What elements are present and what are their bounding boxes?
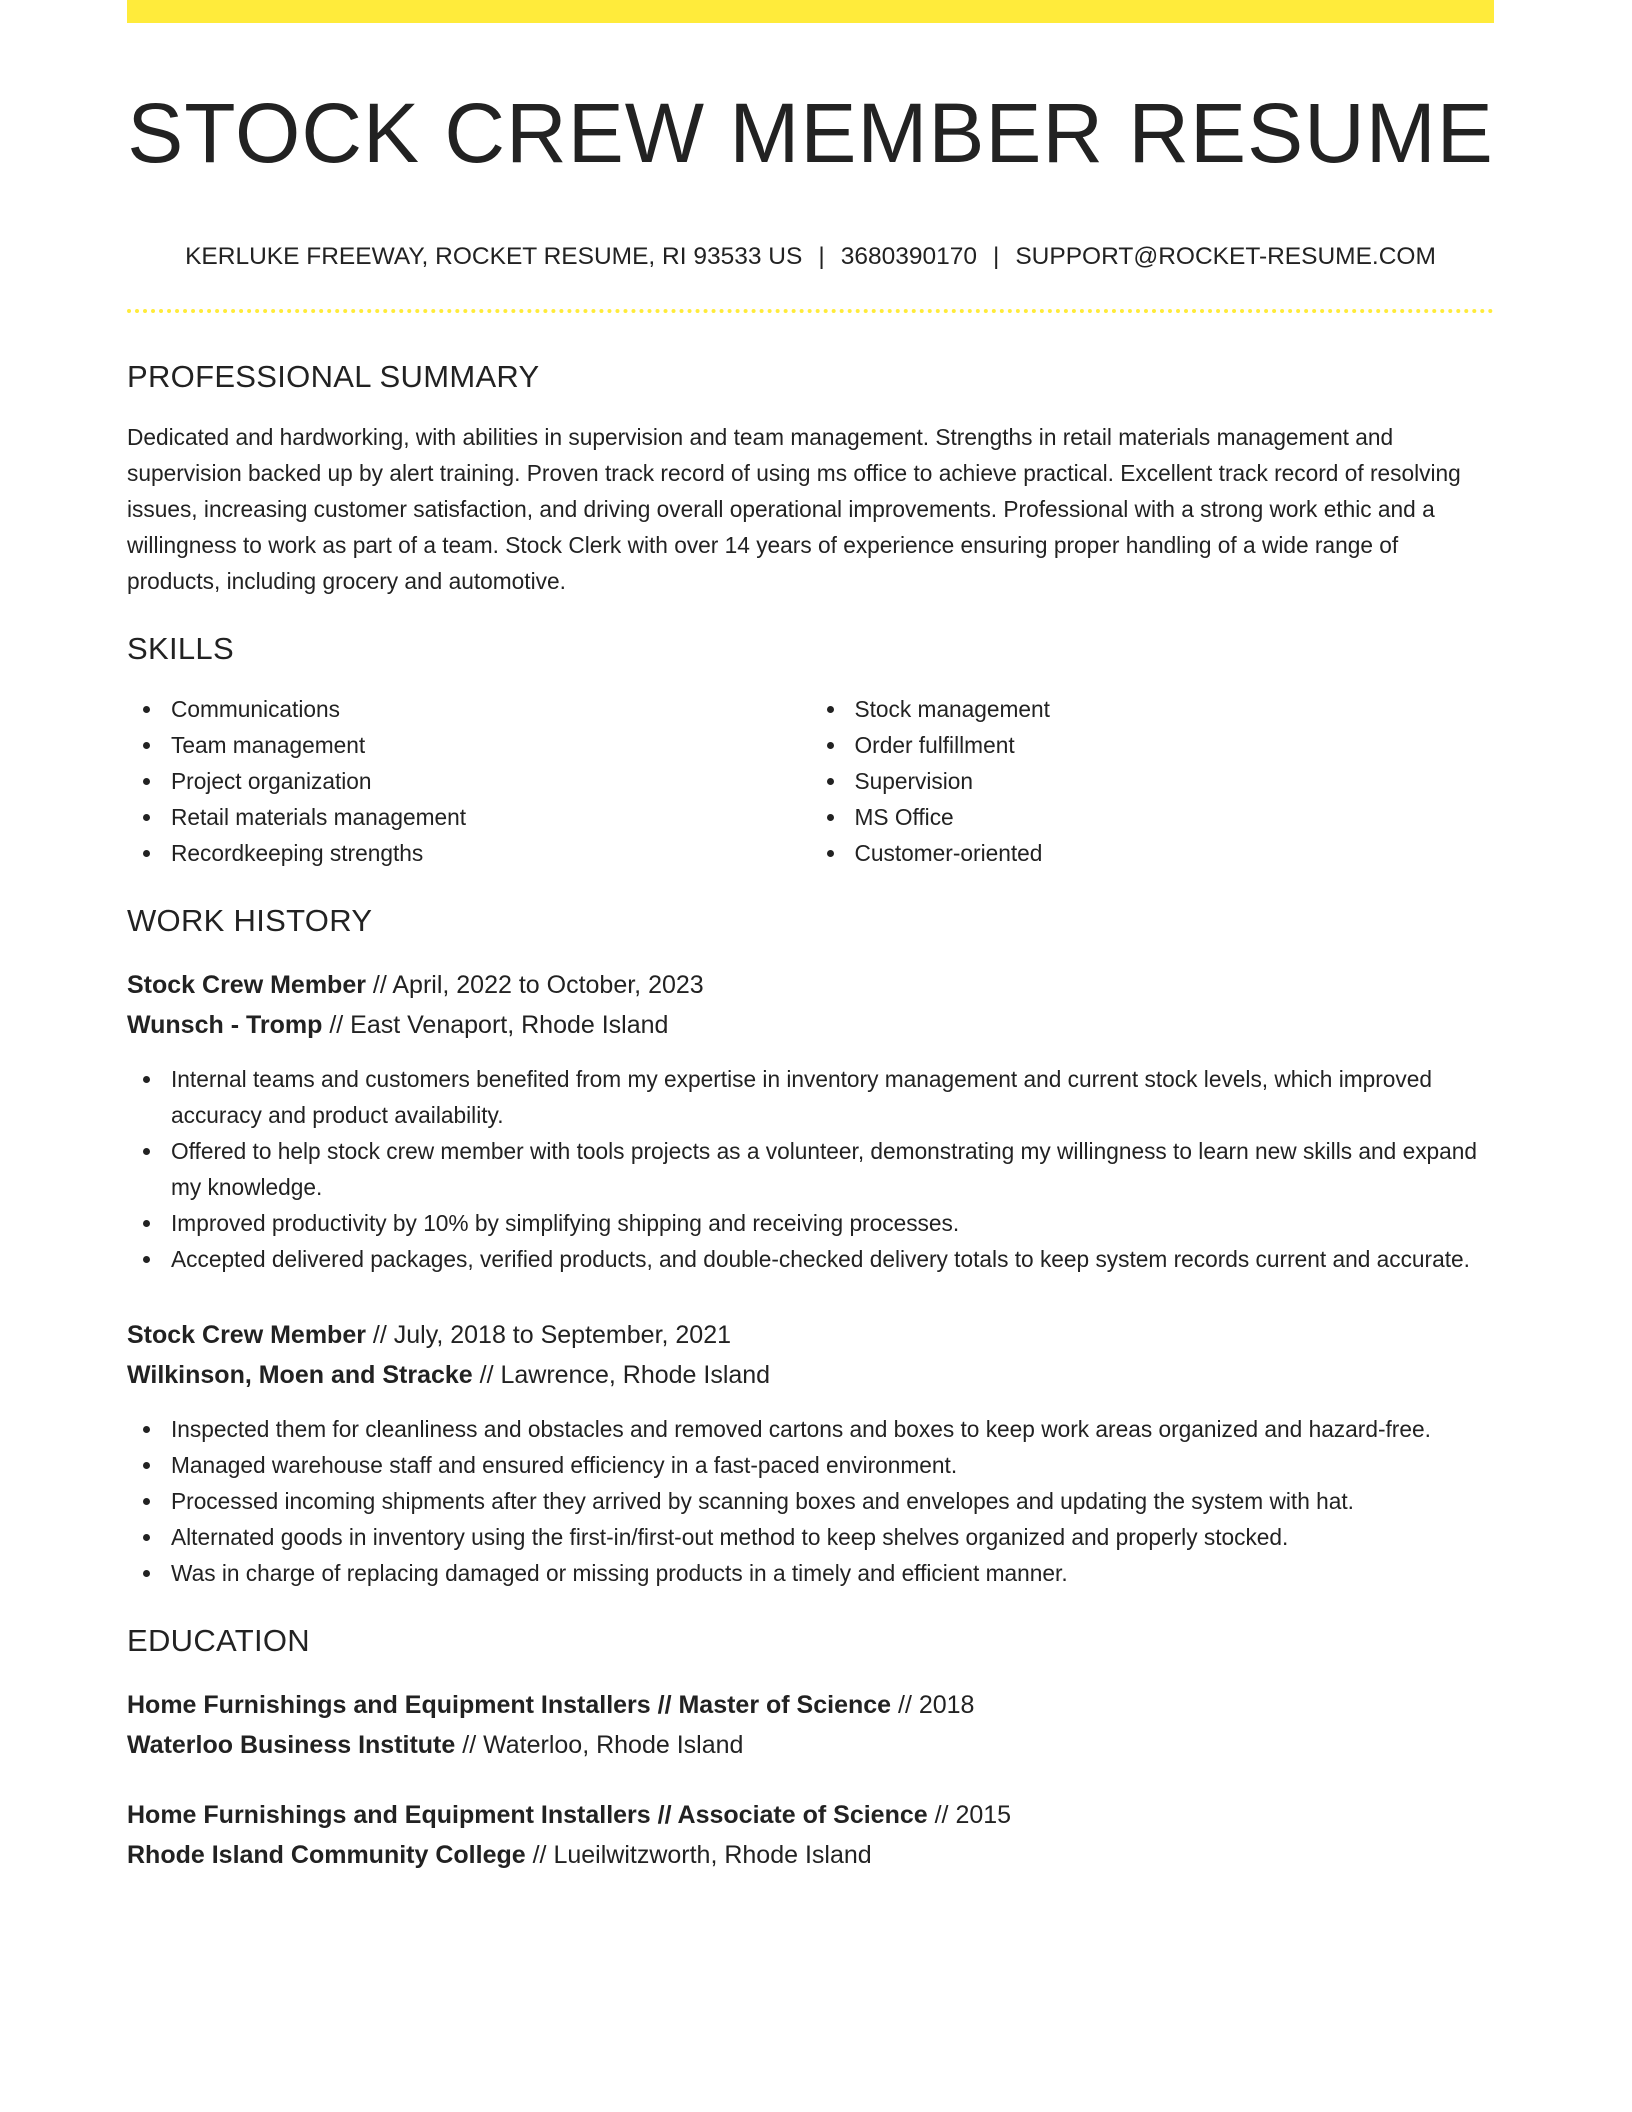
education-entry	[127, 1795, 1494, 1875]
job-title: Stock Crew Member	[127, 971, 366, 1000]
duty-item: Accepted delivered packages, verified products, and double-checked delivery totals to keep system records current and accurate.	[171, 1241, 1494, 1277]
work-history-section	[127, 903, 1494, 1591]
job-dates: // April, 2022 to October, 2023	[365, 971, 704, 1000]
school-location: // Lueilwitzworth, Rhode Island	[525, 1841, 872, 1870]
duty-item: Was in charge of replacing damaged or missing products in a timely and efficient manner.	[171, 1555, 1494, 1591]
skills-heading: SKILLS	[127, 631, 234, 667]
skill-item: Project organization	[171, 763, 811, 799]
job-location: // East Venaport, Rhode Island	[322, 1011, 669, 1040]
skill-item: Communications	[171, 691, 811, 727]
job-company-line	[127, 1005, 1494, 1045]
skills-right-column	[811, 691, 1495, 871]
work-history-heading: WORK HISTORY	[127, 903, 373, 939]
contact-phone: 3680390170	[840, 243, 977, 271]
job-title: Stock Crew Member	[127, 1321, 366, 1350]
duty-item: Managed warehouse staff and ensured efficiency in a fast-paced environment.	[171, 1447, 1494, 1483]
job-location: // Lawrence, Rhode Island	[472, 1361, 771, 1390]
job-duties	[127, 1411, 1494, 1591]
contact-separator: |	[992, 243, 1000, 271]
job-company: Wunsch - Tromp	[127, 1011, 323, 1040]
summary-text: Dedicated and hardworking, with abilities in supervision and team management. Strengths in retail materials management and supervision backed up by alert training. Proven track record of using ms office to achieve practical. Excellent track record of resolving issues, increasing customer satisfaction, and driving overall operational improvements. Professional with a strong work ethic and a willingness to work as part of a team. Stock Clerk with over 14 years of experience ensuring proper handling of a wide range of products, including grocery and automotive.	[127, 424, 1461, 595]
education-section	[127, 1623, 1494, 1875]
top-accent-bar	[127, 0, 1494, 23]
contact-line	[127, 243, 1494, 271]
contact-address: KERLUKE FREEWAY, ROCKET RESUME, RI 93533 US	[185, 243, 803, 271]
summary-heading: PROFESSIONAL SUMMARY	[127, 359, 540, 395]
skill-item: Stock management	[855, 691, 1495, 727]
skill-item: Team management	[171, 727, 811, 763]
skill-item: MS Office	[855, 799, 1495, 835]
school: Waterloo Business Institute	[127, 1731, 456, 1760]
job-company-line	[127, 1355, 1494, 1395]
job-title-line	[127, 965, 1494, 1005]
skill-item: Supervision	[855, 763, 1495, 799]
education-entry	[127, 1685, 1494, 1765]
degree-line	[127, 1685, 1494, 1725]
duty-item: Alternated goods in inventory using the first-in/first-out method to keep shelves organized and properly stocked.	[171, 1519, 1494, 1555]
skill-item: Recordkeeping strengths	[171, 835, 811, 871]
contact-separator: |	[818, 243, 825, 271]
degree: Home Furnishings and Equipment Installers // Associate of Science	[127, 1801, 928, 1830]
contact-email: SUPPORT@ROCKET-RESUME.COM	[1015, 243, 1436, 271]
duty-item: Offered to help stock crew member with tools projects as a volunteer, demonstrating my willingness to learn new skills and expand my knowledge.	[171, 1133, 1494, 1205]
skill-item: Order fulfillment	[855, 727, 1495, 763]
duty-item: Processed incoming shipments after they arrived by scanning boxes and envelopes and updating the system with hat.	[171, 1483, 1494, 1519]
skill-item: Retail materials management	[171, 799, 811, 835]
job-title-line	[127, 1315, 1494, 1355]
school: Rhode Island Community College	[127, 1841, 526, 1870]
job-dates: // July, 2018 to September, 2021	[365, 1321, 732, 1350]
graduation-year: // 2015	[927, 1801, 1012, 1830]
school-line	[127, 1835, 1494, 1875]
page-title: STOCK CREW MEMBER RESUME	[127, 86, 1494, 180]
summary-section	[127, 359, 1494, 599]
skills-left-column	[127, 691, 811, 871]
job-entry	[127, 965, 1494, 1277]
dotted-divider	[127, 309, 1494, 313]
skills-section	[127, 631, 1494, 871]
duty-item: Internal teams and customers benefited from my expertise in inventory management and current stock levels, which improved accuracy and product availability.	[171, 1061, 1494, 1133]
job-company: Wilkinson, Moen and Stracke	[127, 1361, 473, 1390]
education-heading: EDUCATION	[127, 1623, 310, 1659]
skill-item: Customer-oriented	[855, 835, 1495, 871]
duty-item: Improved productivity by 10% by simplifying shipping and receiving processes.	[171, 1205, 1494, 1241]
job-duties	[127, 1061, 1494, 1277]
skills-grid	[127, 691, 1494, 871]
graduation-year: // 2018	[891, 1691, 975, 1720]
duty-item: Inspected them for cleanliness and obstacles and removed cartons and boxes to keep work areas organized and hazard-free.	[171, 1411, 1494, 1447]
resume-page	[127, 0, 1494, 1875]
school-line	[127, 1725, 1494, 1765]
degree: Home Furnishings and Equipment Installers // Master of Science	[127, 1691, 892, 1720]
school-location: // Waterloo, Rhode Island	[455, 1731, 744, 1760]
job-entry	[127, 1315, 1494, 1591]
degree-line	[127, 1795, 1494, 1835]
